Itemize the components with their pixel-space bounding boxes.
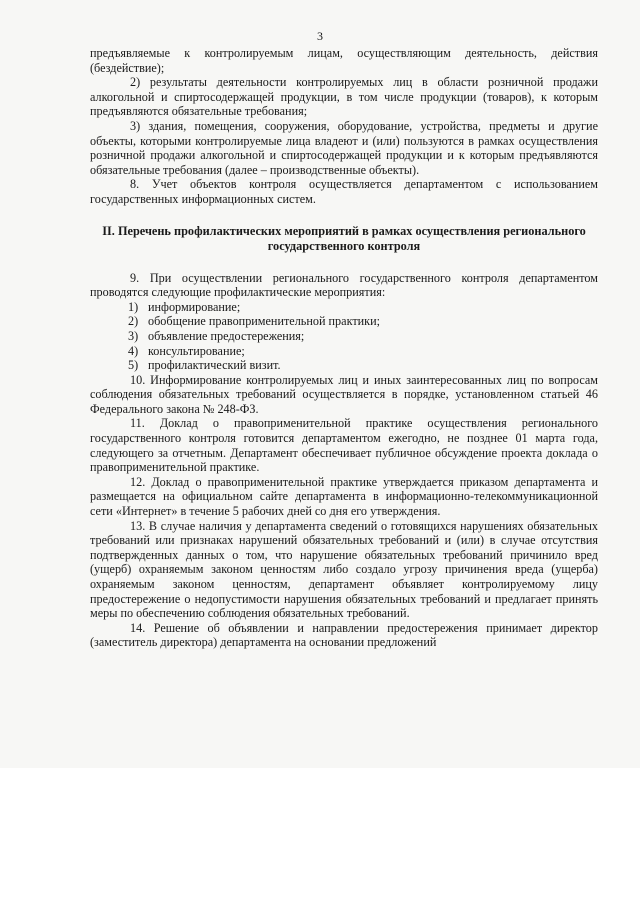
list-item [90,314,598,329]
paragraph-14: 14. Решение об объявлении и направлении предостережения принимает директор (заместитель директора) департамента на основании предложений [90,620,598,650]
list-item-number: 5) [128,358,139,373]
paragraph-continuation: предъявляемые к контролируемым лицам, осуществляющим деятельность, действия (бездействие); [90,46,598,75]
section-heading: II. Перечень профилактических мероприятий в рамках осуществления регионального государственного контроля [102,223,586,253]
paragraph-9: 9. При осуществлении регионального государственного контроля департаментом проводятся следующие профилактические мероприятия: [90,270,598,300]
list-item-text: объявление предостережения; [148,328,305,343]
page-number: 3 [317,29,323,43]
paragraph-11: 11. Доклад о правоприменительной практике осуществления регионального государственного контроля готовится департаментом ежегодно, не позднее 01 марта года, следующего за отчетным. Департамент обеспечивает публичное обсуждение проекта доклада о правоприменительной практике. [90,416,598,475]
list-item [90,358,598,373]
list-item-number: 2) [128,314,139,329]
list-item-number: 1) [128,299,139,314]
list-item-text: консультирование; [148,343,245,358]
paragraph-13: 13. В случае наличия у департамента сведений о готовящихся нарушениях обязательных требований или признаках нарушений обязательных требований и (или) в случае отсутствия подтвержденных данных о том, что нарушение обязательных требований причинило вред (ущерб) охраняемым законом ценностям либо создало угрозу причинения вреда (ущерба) охраняемым законом ценностям, департамент объявляет контролируемому лицу предостережение о недопустимости нарушения обязательных требований и предлагает принять меры по обеспечению соблюдения обязательных требований. [90,518,598,621]
list-item [90,329,598,344]
measures-list [90,300,598,373]
list-item-number: 4) [128,343,139,358]
list-item [90,344,598,359]
paragraph-8: 8. Учет объектов контроля осуществляется департаментом с использованием государственных информационных систем. [90,177,598,206]
list-item-number: 3) [128,328,139,343]
list-item-text: обобщение правоприменительной практики; [148,314,381,329]
paragraph-12: 12. Доклад о правоприменительной практике утверждается приказом департамента и размещается на официальном сайте департамента в информационно-телекоммуникационной сети «Интернет» в течение 5 рабочих дней со дня его утверждения. [90,474,598,519]
list-item-text: информирование; [148,299,241,314]
paragraph-10: 10. Информирование контролируемых лиц и иных заинтересованных лиц по вопросам соблюдения обязательных требований осуществляется в порядке, установленном статьей 46 Федерального закона № 248-ФЗ. [90,372,598,416]
list-item [90,300,598,315]
list-item-text: профилактический визит. [148,358,281,373]
document-body [90,46,598,650]
paragraph-item-3: 3) здания, помещения, сооружения, оборудование, устройства, предметы и другие объекты, которыми контролируемые лица владеют и (или) пользуются в рамках осуществления розничной продажи алкогольной и спиртосодержащей продукции и к которым предъявляются обязательные требования (далее – производственные объекты). [90,118,598,177]
paragraph-item-2: 2) результаты деятельности контролируемых лиц в области розничной продажи алкогольной и спиртосодержащей продукции, в том числе продукции (товаров), к которым предъявляются обязательные требования; [90,75,598,119]
